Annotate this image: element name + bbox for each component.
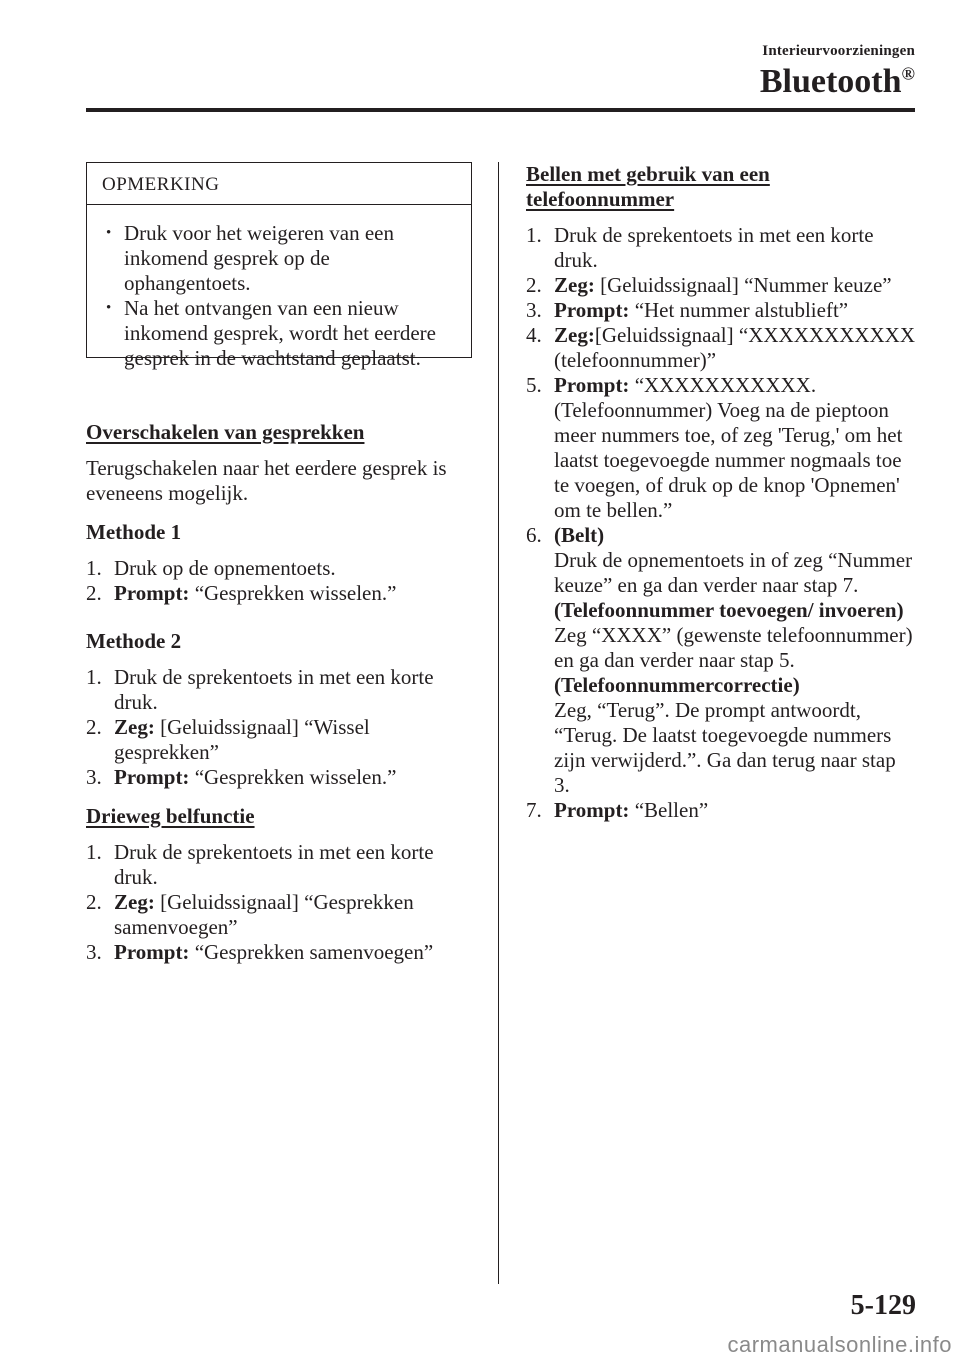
page-title: Bluetooth® xyxy=(759,63,915,100)
step-item: 2. Zeg: [Geluidssignaal] “Nummer keuze” xyxy=(526,273,892,297)
step-item: 2. Zeg: [Geluidssignaal] “Wissel gesprekken” xyxy=(86,715,370,764)
step-item: 1. Druk de sprekentoets in met een korte druk. xyxy=(526,223,874,272)
column-divider xyxy=(498,162,499,1284)
page-number: 5-129 xyxy=(850,1290,916,1321)
note-item: • Druk voor het weigeren van een inkomend gesprek op de ophangentoets. xyxy=(102,221,461,296)
step-item: 1. Druk de sprekentoets in met een korte druk. xyxy=(86,665,434,714)
watermark: carmanualsonline.info xyxy=(727,1332,952,1357)
step-item: 1. Druk op de opnementoets. xyxy=(86,556,336,580)
step-item: 4. Zeg:[Geluidssignaal] “XXXXXXXXXXX (telefoonnummer)” xyxy=(526,323,916,372)
note-list xyxy=(87,205,471,371)
registered-mark: ® xyxy=(901,63,915,84)
switching-intro: Terugschakelen naar het eerdere gesprek is eveneens mogelijk. xyxy=(86,456,447,505)
step-item: 1. Druk de sprekentoets in met een korte druk. xyxy=(86,840,434,889)
method-2-steps xyxy=(86,665,472,790)
page-header xyxy=(86,40,915,102)
note-item: • Na het ontvangen van een nieuw inkomend gesprek, wordt het eerdere gesprek in de wachtstand geplaatst. xyxy=(102,296,461,371)
step-item: 2. Prompt: “Gesprekken wisselen.” xyxy=(86,581,397,605)
step-item: 7. Prompt: “Bellen” xyxy=(526,798,709,822)
step-item: 6. (Belt) Druk de opnementoets in of zeg “Nummer keuze” en ga dan verder naar stap 7. (Telefoonnummer toevoegen/ invoeren) Zeg “XXXX” (gewenste telefoonnummer) en ga dan verder naar stap 5. (Telefoonnummercorrectie) Zeg, “Terug”. De prompt antwoordt, “Terug. De laatst toegevoegde nummers zijn verwijderd.”. Ga dan terug naar stap 3. xyxy=(526,523,913,797)
method-1-steps xyxy=(86,556,472,606)
step-item: 3. Prompt: “Het nummer alstublieft” xyxy=(526,298,849,322)
step-item: 2. Zeg: [Geluidssignaal] “Gesprekken samenvoegen” xyxy=(86,890,414,939)
three-way-steps xyxy=(86,840,472,965)
section-title: Interieurvoorzieningen xyxy=(762,43,915,59)
step-item: 5. Prompt: “XXXXXXXXXXX. (Telefoonnummer) Voeg na de pieptoon meer nummers toe, of zeg 'Terug,' om het laatst toegevoegde nummer nogmaals toe te voegen, of druk op de knop 'Opnemen' om te bellen.” xyxy=(526,373,903,522)
left-column xyxy=(86,162,472,965)
step-item: 3. Prompt: “Gesprekken samenvoegen” xyxy=(86,940,434,964)
heading-calling: Bellen met gebruik van een telefoonnummer xyxy=(526,162,770,211)
heading-switching: Overschakelen van gesprekken xyxy=(86,420,365,444)
step-item: 3. Prompt: “Gesprekken wisselen.” xyxy=(86,765,397,789)
heading-method-2: Methode 2 xyxy=(86,629,182,653)
note-box xyxy=(86,162,472,370)
header-rule xyxy=(86,108,915,112)
right-column xyxy=(526,162,916,823)
note-title: OPMERKING xyxy=(87,163,471,205)
heading-three-way: Drieweg belfunctie xyxy=(86,804,255,828)
calling-steps xyxy=(526,223,916,823)
heading-method-1: Methode 1 xyxy=(86,520,182,544)
